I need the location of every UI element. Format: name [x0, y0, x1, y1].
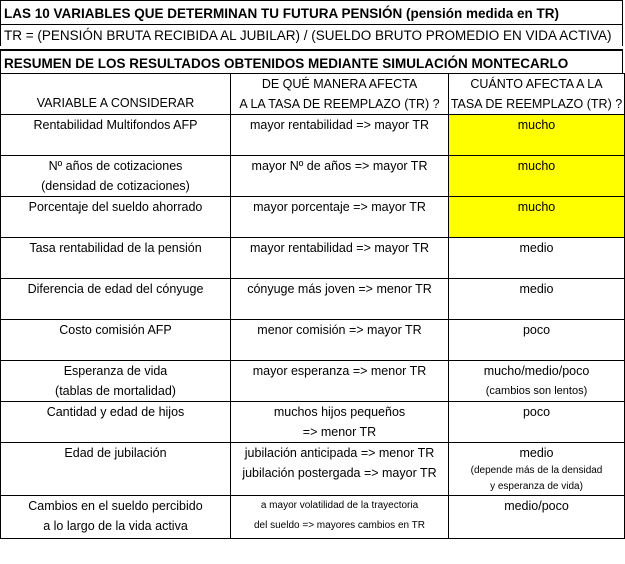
- column-header-how-much: CUÁNTO AFECTA A LA TASA DE REEMPLAZO (TR) ?: [449, 74, 625, 115]
- cell-text: mucho: [517, 200, 556, 214]
- impact-cell: [449, 443, 625, 496]
- effect-cell: [231, 156, 449, 197]
- cell-text: medio: [519, 241, 554, 255]
- impact-cell: [449, 279, 625, 320]
- variable-cell: [1, 320, 231, 361]
- effect-cell: [231, 443, 449, 496]
- cell-text: menor comisión => mayor TR: [257, 323, 422, 337]
- cell-text: Nº años de cotizaciones: [48, 159, 183, 173]
- cell-text: Tasa rentabilidad de la pensión: [29, 241, 202, 255]
- cell-text: medio: [519, 446, 554, 460]
- cell-text: poco: [522, 323, 551, 337]
- impact-cell: [449, 361, 625, 402]
- cell-text: Esperanza de vida: [63, 364, 168, 378]
- cell-text: medio/poco: [504, 499, 569, 513]
- variables-table: [0, 73, 625, 539]
- cell-text: y esperanza de vida): [490, 481, 583, 492]
- cell-text: Cantidad y edad de hijos: [46, 405, 185, 419]
- column-header-variable: VARIABLE A CONSIDERAR: [1, 74, 231, 115]
- table-row: [1, 238, 625, 279]
- cell-text: Cambios en el sueldo percibido: [28, 499, 203, 513]
- effect-cell: [231, 320, 449, 361]
- cell-text: (depende más de la densidad: [470, 465, 603, 476]
- variable-cell: [1, 279, 231, 320]
- variable-cell: [1, 238, 231, 279]
- cell-text: mayor rentabilidad => mayor TR: [249, 241, 430, 255]
- cell-text: mayor Nº de años => mayor TR: [251, 159, 428, 173]
- document-title: LAS 10 VARIABLES QUE DETERMINAN TU FUTURA PENSIÓN (pensión medida en TR): [0, 0, 623, 24]
- cell-text: mayor esperanza => menor TR: [252, 364, 427, 378]
- effect-cell: [231, 197, 449, 238]
- table-row: [1, 361, 625, 402]
- variable-cell: [1, 402, 231, 443]
- cell-text: mucho/medio/poco: [483, 364, 590, 378]
- cell-text: poco: [522, 405, 551, 419]
- variable-cell: [1, 361, 231, 402]
- tr-formula: TR = (PENSIÓN BRUTA RECIBIDA AL JUBILAR) / (SUELDO BRUTO PROMEDIO EN VIDA ACTIVA): [0, 24, 623, 46]
- cell-text: mucho: [517, 159, 556, 173]
- summary-heading: RESUMEN DE LOS RESULTADOS OBTENIDOS MEDIANTE SIMULACIÓN MONTECARLO: [0, 49, 623, 73]
- table-row: [1, 496, 625, 539]
- impact-cell: [449, 197, 625, 238]
- impact-cell: [449, 115, 625, 156]
- cell-text: => menor TR: [302, 425, 377, 439]
- cell-text: medio: [519, 282, 554, 296]
- cell-text: Diferencia de edad del cónyuge: [27, 282, 204, 296]
- variable-cell: [1, 197, 231, 238]
- variable-cell: [1, 156, 231, 197]
- impact-cell: [449, 156, 625, 197]
- cell-text: jubilación postergada => mayor TR: [242, 466, 437, 480]
- cell-text: jubilación anticipada => menor TR: [244, 446, 435, 460]
- cell-text: cónyuge más joven => menor TR: [247, 282, 432, 296]
- variable-cell: [1, 496, 231, 539]
- effect-cell: [231, 496, 449, 539]
- table-row: [1, 197, 625, 238]
- impact-cell: [449, 402, 625, 443]
- cell-text: a mayor volatilidad de la trayectoria: [260, 500, 419, 511]
- effect-cell: [231, 238, 449, 279]
- cell-text: mucho: [517, 118, 556, 132]
- impact-cell: [449, 238, 625, 279]
- table-row: [1, 156, 625, 197]
- cell-text: mayor porcentaje => mayor TR: [253, 200, 426, 214]
- table-header-row: [1, 74, 625, 115]
- effect-cell: [231, 279, 449, 320]
- effect-cell: [231, 115, 449, 156]
- variable-cell: [1, 443, 231, 496]
- cell-text: (densidad de cotizaciones): [41, 179, 190, 193]
- cell-text: (tablas de mortalidad): [55, 384, 176, 398]
- table-row: [1, 320, 625, 361]
- variable-cell: [1, 115, 231, 156]
- impact-cell: [449, 320, 625, 361]
- table-row: [1, 115, 625, 156]
- table-row: [1, 402, 625, 443]
- cell-text: del sueldo => mayores cambios en TR: [253, 520, 425, 531]
- cell-text: (cambios son lentos): [485, 385, 588, 397]
- cell-text: muchos hijos pequeños: [273, 405, 406, 419]
- cell-text: Costo comisión AFP: [59, 323, 172, 337]
- column-header-how: DE QUÉ MANERA AFECTA A LA TASA DE REEMPLAZO (TR) ?: [231, 74, 449, 115]
- effect-cell: [231, 402, 449, 443]
- cell-text: Edad de jubilación: [64, 446, 167, 460]
- impact-cell: [449, 496, 625, 539]
- table-row: [1, 443, 625, 496]
- cell-text: Porcentaje del sueldo ahorrado: [28, 200, 203, 214]
- table-row: [1, 279, 625, 320]
- cell-text: mayor rentabilidad => mayor TR: [249, 118, 430, 132]
- effect-cell: [231, 361, 449, 402]
- cell-text: a lo largo de la vida activa: [43, 519, 188, 533]
- cell-text: Rentabilidad Multifondos AFP: [33, 118, 198, 132]
